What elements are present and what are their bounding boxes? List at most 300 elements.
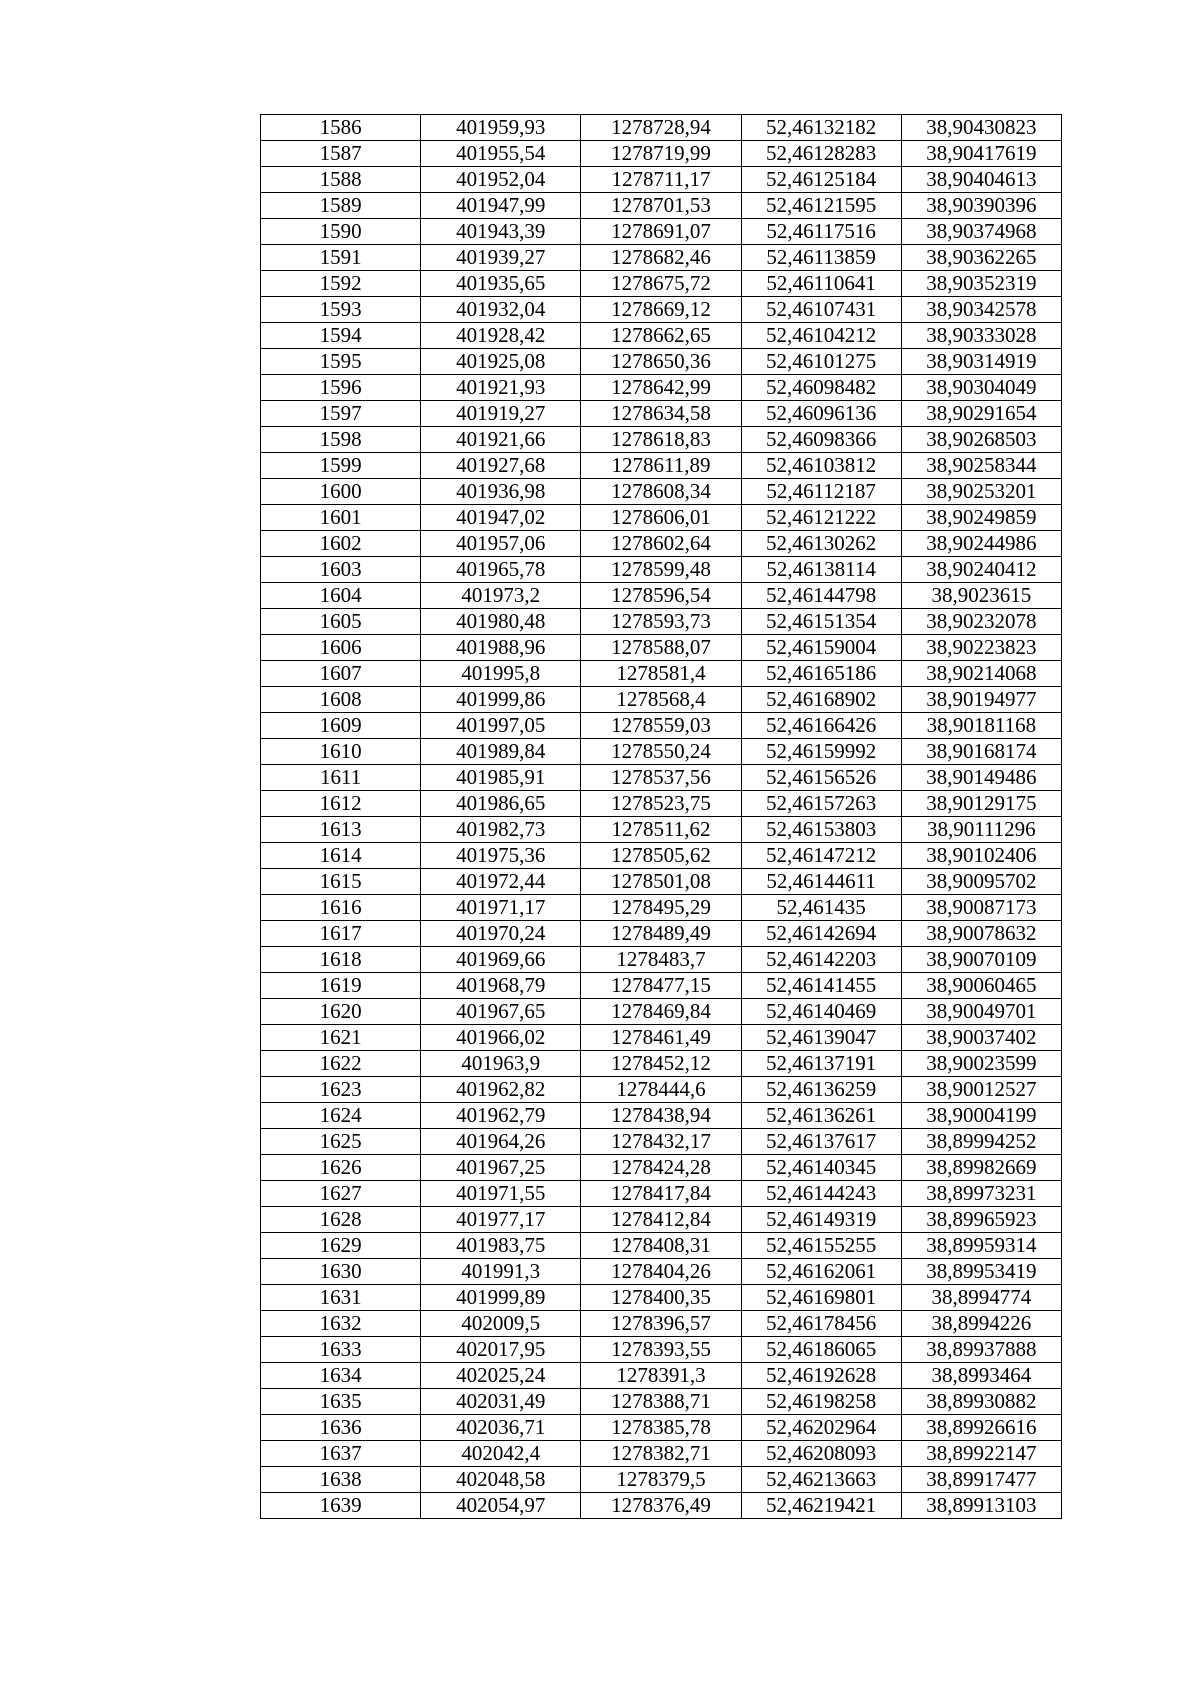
latitude-cell: 52,46147212 — [741, 843, 901, 869]
latitude-cell: 52,46169801 — [741, 1285, 901, 1311]
latitude-cell: 52,46144611 — [741, 869, 901, 895]
table-row — [261, 635, 1062, 661]
latitude-cell: 52,46155255 — [741, 1233, 901, 1259]
point-number-cell: 1601 — [261, 505, 421, 531]
x-coordinate-cell: 401985,91 — [421, 765, 581, 791]
table-row — [261, 349, 1062, 375]
longitude-cell: 38,90012527 — [901, 1077, 1061, 1103]
latitude-cell: 52,46117516 — [741, 219, 901, 245]
point-number-cell: 1586 — [261, 115, 421, 141]
table-row — [261, 1337, 1062, 1363]
longitude-cell: 38,89926616 — [901, 1415, 1061, 1441]
latitude-cell: 52,46098482 — [741, 375, 901, 401]
y-coordinate-cell: 1278382,71 — [581, 1441, 741, 1467]
point-number-cell: 1599 — [261, 453, 421, 479]
coordinates-table — [260, 114, 1062, 1519]
x-coordinate-cell: 402017,95 — [421, 1337, 581, 1363]
longitude-cell: 38,90223823 — [901, 635, 1061, 661]
x-coordinate-cell: 401986,65 — [421, 791, 581, 817]
table-row — [261, 1025, 1062, 1051]
y-coordinate-cell: 1278388,71 — [581, 1389, 741, 1415]
latitude-cell: 52,46107431 — [741, 297, 901, 323]
y-coordinate-cell: 1278599,48 — [581, 557, 741, 583]
y-coordinate-cell: 1278608,34 — [581, 479, 741, 505]
latitude-cell: 52,46130262 — [741, 531, 901, 557]
table-row — [261, 323, 1062, 349]
table-row — [261, 895, 1062, 921]
latitude-cell: 52,461435 — [741, 895, 901, 921]
table-row — [261, 193, 1062, 219]
longitude-cell: 38,90291654 — [901, 401, 1061, 427]
longitude-cell: 38,90417619 — [901, 141, 1061, 167]
table-row — [261, 843, 1062, 869]
point-number-cell: 1593 — [261, 297, 421, 323]
point-number-cell: 1638 — [261, 1467, 421, 1493]
point-number-cell: 1630 — [261, 1259, 421, 1285]
latitude-cell: 52,46157263 — [741, 791, 901, 817]
table-row — [261, 1181, 1062, 1207]
y-coordinate-cell: 1278432,17 — [581, 1129, 741, 1155]
point-number-cell: 1623 — [261, 1077, 421, 1103]
latitude-cell: 52,46101275 — [741, 349, 901, 375]
point-number-cell: 1624 — [261, 1103, 421, 1129]
longitude-cell: 38,89937888 — [901, 1337, 1061, 1363]
y-coordinate-cell: 1278385,78 — [581, 1415, 741, 1441]
x-coordinate-cell: 401972,44 — [421, 869, 581, 895]
y-coordinate-cell: 1278588,07 — [581, 635, 741, 661]
y-coordinate-cell: 1278400,35 — [581, 1285, 741, 1311]
longitude-cell: 38,8994774 — [901, 1285, 1061, 1311]
latitude-cell: 52,46128283 — [741, 141, 901, 167]
y-coordinate-cell: 1278550,24 — [581, 739, 741, 765]
x-coordinate-cell: 401927,68 — [421, 453, 581, 479]
point-number-cell: 1588 — [261, 167, 421, 193]
point-number-cell: 1616 — [261, 895, 421, 921]
x-coordinate-cell: 401947,99 — [421, 193, 581, 219]
x-coordinate-cell: 402036,71 — [421, 1415, 581, 1441]
table-row — [261, 1233, 1062, 1259]
x-coordinate-cell: 401999,86 — [421, 687, 581, 713]
table-row — [261, 557, 1062, 583]
latitude-cell: 52,46138114 — [741, 557, 901, 583]
point-number-cell: 1608 — [261, 687, 421, 713]
latitude-cell: 52,46136261 — [741, 1103, 901, 1129]
table-row — [261, 245, 1062, 271]
x-coordinate-cell: 401991,3 — [421, 1259, 581, 1285]
latitude-cell: 52,46159004 — [741, 635, 901, 661]
y-coordinate-cell: 1278728,94 — [581, 115, 741, 141]
longitude-cell: 38,90430823 — [901, 115, 1061, 141]
latitude-cell: 52,46186065 — [741, 1337, 901, 1363]
latitude-cell: 52,46165186 — [741, 661, 901, 687]
table-row — [261, 479, 1062, 505]
x-coordinate-cell: 401963,9 — [421, 1051, 581, 1077]
table-row — [261, 427, 1062, 453]
x-coordinate-cell: 402054,97 — [421, 1493, 581, 1519]
table-row — [261, 297, 1062, 323]
longitude-cell: 38,90102406 — [901, 843, 1061, 869]
longitude-cell: 38,90314919 — [901, 349, 1061, 375]
longitude-cell: 38,90168174 — [901, 739, 1061, 765]
point-number-cell: 1620 — [261, 999, 421, 1025]
point-number-cell: 1610 — [261, 739, 421, 765]
y-coordinate-cell: 1278505,62 — [581, 843, 741, 869]
point-number-cell: 1633 — [261, 1337, 421, 1363]
x-coordinate-cell: 401969,66 — [421, 947, 581, 973]
y-coordinate-cell: 1278606,01 — [581, 505, 741, 531]
point-number-cell: 1635 — [261, 1389, 421, 1415]
longitude-cell: 38,89959314 — [901, 1233, 1061, 1259]
longitude-cell: 38,89953419 — [901, 1259, 1061, 1285]
y-coordinate-cell: 1278396,57 — [581, 1311, 741, 1337]
table-row — [261, 1441, 1062, 1467]
point-number-cell: 1603 — [261, 557, 421, 583]
y-coordinate-cell: 1278568,4 — [581, 687, 741, 713]
longitude-cell: 38,89965923 — [901, 1207, 1061, 1233]
point-number-cell: 1596 — [261, 375, 421, 401]
latitude-cell: 52,46168902 — [741, 687, 901, 713]
longitude-cell: 38,90070109 — [901, 947, 1061, 973]
longitude-cell: 38,90078632 — [901, 921, 1061, 947]
latitude-cell: 52,46140469 — [741, 999, 901, 1025]
longitude-cell: 38,90129175 — [901, 791, 1061, 817]
y-coordinate-cell: 1278461,49 — [581, 1025, 741, 1051]
y-coordinate-cell: 1278701,53 — [581, 193, 741, 219]
point-number-cell: 1637 — [261, 1441, 421, 1467]
x-coordinate-cell: 401955,54 — [421, 141, 581, 167]
x-coordinate-cell: 401957,06 — [421, 531, 581, 557]
y-coordinate-cell: 1278682,46 — [581, 245, 741, 271]
table-row — [261, 661, 1062, 687]
table-row — [261, 1259, 1062, 1285]
longitude-cell: 38,89917477 — [901, 1467, 1061, 1493]
x-coordinate-cell: 401967,25 — [421, 1155, 581, 1181]
x-coordinate-cell: 401971,17 — [421, 895, 581, 921]
table-row — [261, 999, 1062, 1025]
latitude-cell: 52,46139047 — [741, 1025, 901, 1051]
x-coordinate-cell: 401997,05 — [421, 713, 581, 739]
longitude-cell: 38,90023599 — [901, 1051, 1061, 1077]
point-number-cell: 1639 — [261, 1493, 421, 1519]
point-number-cell: 1631 — [261, 1285, 421, 1311]
x-coordinate-cell: 401939,27 — [421, 245, 581, 271]
point-number-cell: 1634 — [261, 1363, 421, 1389]
y-coordinate-cell: 1278495,29 — [581, 895, 741, 921]
x-coordinate-cell: 401943,39 — [421, 219, 581, 245]
longitude-cell: 38,90352319 — [901, 271, 1061, 297]
x-coordinate-cell: 401935,65 — [421, 271, 581, 297]
x-coordinate-cell: 401962,79 — [421, 1103, 581, 1129]
latitude-cell: 52,46144798 — [741, 583, 901, 609]
table-row — [261, 817, 1062, 843]
latitude-cell: 52,46121222 — [741, 505, 901, 531]
point-number-cell: 1591 — [261, 245, 421, 271]
y-coordinate-cell: 1278501,08 — [581, 869, 741, 895]
y-coordinate-cell: 1278675,72 — [581, 271, 741, 297]
x-coordinate-cell: 401999,89 — [421, 1285, 581, 1311]
longitude-cell: 38,90404613 — [901, 167, 1061, 193]
table-row — [261, 1285, 1062, 1311]
y-coordinate-cell: 1278404,26 — [581, 1259, 741, 1285]
x-coordinate-cell: 401965,78 — [421, 557, 581, 583]
point-number-cell: 1613 — [261, 817, 421, 843]
point-number-cell: 1636 — [261, 1415, 421, 1441]
latitude-cell: 52,46121595 — [741, 193, 901, 219]
latitude-cell: 52,46136259 — [741, 1077, 901, 1103]
longitude-cell: 38,90304049 — [901, 375, 1061, 401]
latitude-cell: 52,46141455 — [741, 973, 901, 999]
latitude-cell: 52,46137617 — [741, 1129, 901, 1155]
y-coordinate-cell: 1278379,5 — [581, 1467, 741, 1493]
longitude-cell: 38,8993464 — [901, 1363, 1061, 1389]
y-coordinate-cell: 1278559,03 — [581, 713, 741, 739]
point-number-cell: 1606 — [261, 635, 421, 661]
table-row — [261, 583, 1062, 609]
latitude-cell: 52,46132182 — [741, 115, 901, 141]
longitude-cell: 38,90342578 — [901, 297, 1061, 323]
y-coordinate-cell: 1278483,7 — [581, 947, 741, 973]
point-number-cell: 1600 — [261, 479, 421, 505]
point-number-cell: 1628 — [261, 1207, 421, 1233]
x-coordinate-cell: 401973,2 — [421, 583, 581, 609]
longitude-cell: 38,90232078 — [901, 609, 1061, 635]
table-row — [261, 687, 1062, 713]
point-number-cell: 1617 — [261, 921, 421, 947]
y-coordinate-cell: 1278417,84 — [581, 1181, 741, 1207]
y-coordinate-cell: 1278691,07 — [581, 219, 741, 245]
longitude-cell: 38,90268503 — [901, 427, 1061, 453]
latitude-cell: 52,46096136 — [741, 401, 901, 427]
longitude-cell: 38,89930882 — [901, 1389, 1061, 1415]
table-row — [261, 1467, 1062, 1493]
x-coordinate-cell: 401968,79 — [421, 973, 581, 999]
latitude-cell: 52,46103812 — [741, 453, 901, 479]
point-number-cell: 1605 — [261, 609, 421, 635]
table-row — [261, 505, 1062, 531]
latitude-cell: 52,46219421 — [741, 1493, 901, 1519]
longitude-cell: 38,90249859 — [901, 505, 1061, 531]
table-row — [261, 1155, 1062, 1181]
latitude-cell: 52,46144243 — [741, 1181, 901, 1207]
longitude-cell: 38,89973231 — [901, 1181, 1061, 1207]
x-coordinate-cell: 401980,48 — [421, 609, 581, 635]
y-coordinate-cell: 1278444,6 — [581, 1077, 741, 1103]
longitude-cell: 38,90087173 — [901, 895, 1061, 921]
point-number-cell: 1625 — [261, 1129, 421, 1155]
y-coordinate-cell: 1278424,28 — [581, 1155, 741, 1181]
y-coordinate-cell: 1278596,54 — [581, 583, 741, 609]
longitude-cell: 38,90194977 — [901, 687, 1061, 713]
longitude-cell: 38,90333028 — [901, 323, 1061, 349]
x-coordinate-cell: 401921,66 — [421, 427, 581, 453]
latitude-cell: 52,46104212 — [741, 323, 901, 349]
y-coordinate-cell: 1278719,99 — [581, 141, 741, 167]
point-number-cell: 1629 — [261, 1233, 421, 1259]
point-number-cell: 1632 — [261, 1311, 421, 1337]
longitude-cell: 38,89994252 — [901, 1129, 1061, 1155]
y-coordinate-cell: 1278391,3 — [581, 1363, 741, 1389]
table-row — [261, 1311, 1062, 1337]
point-number-cell: 1590 — [261, 219, 421, 245]
y-coordinate-cell: 1278523,75 — [581, 791, 741, 817]
point-number-cell: 1626 — [261, 1155, 421, 1181]
table-row — [261, 1389, 1062, 1415]
table-row — [261, 713, 1062, 739]
y-coordinate-cell: 1278611,89 — [581, 453, 741, 479]
x-coordinate-cell: 401952,04 — [421, 167, 581, 193]
longitude-cell: 38,90181168 — [901, 713, 1061, 739]
table-row — [261, 791, 1062, 817]
y-coordinate-cell: 1278408,31 — [581, 1233, 741, 1259]
latitude-cell: 52,46198258 — [741, 1389, 901, 1415]
table-row — [261, 765, 1062, 791]
longitude-cell: 38,90240412 — [901, 557, 1061, 583]
x-coordinate-cell: 401962,82 — [421, 1077, 581, 1103]
longitude-cell: 38,90149486 — [901, 765, 1061, 791]
longitude-cell: 38,89982669 — [901, 1155, 1061, 1181]
point-number-cell: 1609 — [261, 713, 421, 739]
x-coordinate-cell: 402042,4 — [421, 1441, 581, 1467]
longitude-cell: 38,90390396 — [901, 193, 1061, 219]
latitude-cell: 52,46153803 — [741, 817, 901, 843]
x-coordinate-cell: 402048,58 — [421, 1467, 581, 1493]
longitude-cell: 38,90362265 — [901, 245, 1061, 271]
longitude-cell: 38,9023615 — [901, 583, 1061, 609]
latitude-cell: 52,46137191 — [741, 1051, 901, 1077]
y-coordinate-cell: 1278602,64 — [581, 531, 741, 557]
x-coordinate-cell: 401964,26 — [421, 1129, 581, 1155]
latitude-cell: 52,46149319 — [741, 1207, 901, 1233]
table-row — [261, 947, 1062, 973]
longitude-cell: 38,90253201 — [901, 479, 1061, 505]
point-number-cell: 1614 — [261, 843, 421, 869]
y-coordinate-cell: 1278650,36 — [581, 349, 741, 375]
latitude-cell: 52,46166426 — [741, 713, 901, 739]
table-row — [261, 1051, 1062, 1077]
point-number-cell: 1595 — [261, 349, 421, 375]
longitude-cell: 38,90037402 — [901, 1025, 1061, 1051]
point-number-cell: 1621 — [261, 1025, 421, 1051]
x-coordinate-cell: 401919,27 — [421, 401, 581, 427]
point-number-cell: 1604 — [261, 583, 421, 609]
latitude-cell: 52,46142694 — [741, 921, 901, 947]
x-coordinate-cell: 401966,02 — [421, 1025, 581, 1051]
x-coordinate-cell: 401932,04 — [421, 297, 581, 323]
y-coordinate-cell: 1278469,84 — [581, 999, 741, 1025]
longitude-cell: 38,90244986 — [901, 531, 1061, 557]
y-coordinate-cell: 1278669,12 — [581, 297, 741, 323]
y-coordinate-cell: 1278537,56 — [581, 765, 741, 791]
x-coordinate-cell: 401925,08 — [421, 349, 581, 375]
table-row — [261, 921, 1062, 947]
longitude-cell: 38,90374968 — [901, 219, 1061, 245]
x-coordinate-cell: 401977,17 — [421, 1207, 581, 1233]
table-row — [261, 973, 1062, 999]
y-coordinate-cell: 1278618,83 — [581, 427, 741, 453]
latitude-cell: 52,46178456 — [741, 1311, 901, 1337]
y-coordinate-cell: 1278593,73 — [581, 609, 741, 635]
x-coordinate-cell: 401995,8 — [421, 661, 581, 687]
latitude-cell: 52,46125184 — [741, 167, 901, 193]
table-row — [261, 115, 1062, 141]
table-row — [261, 401, 1062, 427]
point-number-cell: 1587 — [261, 141, 421, 167]
table-row — [261, 531, 1062, 557]
y-coordinate-cell: 1278634,58 — [581, 401, 741, 427]
point-number-cell: 1627 — [261, 1181, 421, 1207]
point-number-cell: 1619 — [261, 973, 421, 999]
table-row — [261, 1415, 1062, 1441]
table-row — [261, 739, 1062, 765]
longitude-cell: 38,8994226 — [901, 1311, 1061, 1337]
longitude-cell: 38,89922147 — [901, 1441, 1061, 1467]
x-coordinate-cell: 402009,5 — [421, 1311, 581, 1337]
x-coordinate-cell: 402025,24 — [421, 1363, 581, 1389]
latitude-cell: 52,46162061 — [741, 1259, 901, 1285]
latitude-cell: 52,46110641 — [741, 271, 901, 297]
table-row — [261, 1493, 1062, 1519]
x-coordinate-cell: 401947,02 — [421, 505, 581, 531]
point-number-cell: 1607 — [261, 661, 421, 687]
table-row — [261, 1103, 1062, 1129]
x-coordinate-cell: 401959,93 — [421, 115, 581, 141]
y-coordinate-cell: 1278581,4 — [581, 661, 741, 687]
table-row — [261, 271, 1062, 297]
table-row — [261, 167, 1062, 193]
latitude-cell: 52,46159992 — [741, 739, 901, 765]
point-number-cell: 1597 — [261, 401, 421, 427]
coordinates-table-body — [261, 115, 1062, 1519]
latitude-cell: 52,46140345 — [741, 1155, 901, 1181]
x-coordinate-cell: 401975,36 — [421, 843, 581, 869]
longitude-cell: 38,90004199 — [901, 1103, 1061, 1129]
y-coordinate-cell: 1278376,49 — [581, 1493, 741, 1519]
longitude-cell: 38,90049701 — [901, 999, 1061, 1025]
longitude-cell: 38,90111296 — [901, 817, 1061, 843]
x-coordinate-cell: 401936,98 — [421, 479, 581, 505]
x-coordinate-cell: 401928,42 — [421, 323, 581, 349]
y-coordinate-cell: 1278511,62 — [581, 817, 741, 843]
point-number-cell: 1611 — [261, 765, 421, 791]
y-coordinate-cell: 1278393,55 — [581, 1337, 741, 1363]
x-coordinate-cell: 401988,96 — [421, 635, 581, 661]
y-coordinate-cell: 1278438,94 — [581, 1103, 741, 1129]
y-coordinate-cell: 1278452,12 — [581, 1051, 741, 1077]
latitude-cell: 52,46156526 — [741, 765, 901, 791]
y-coordinate-cell: 1278412,84 — [581, 1207, 741, 1233]
longitude-cell: 38,90214068 — [901, 661, 1061, 687]
point-number-cell: 1615 — [261, 869, 421, 895]
x-coordinate-cell: 401989,84 — [421, 739, 581, 765]
point-number-cell: 1594 — [261, 323, 421, 349]
x-coordinate-cell: 401983,75 — [421, 1233, 581, 1259]
latitude-cell: 52,46142203 — [741, 947, 901, 973]
table-row — [261, 609, 1062, 635]
point-number-cell: 1618 — [261, 947, 421, 973]
latitude-cell: 52,46151354 — [741, 609, 901, 635]
latitude-cell: 52,46112187 — [741, 479, 901, 505]
table-row — [261, 219, 1062, 245]
longitude-cell: 38,90258344 — [901, 453, 1061, 479]
latitude-cell: 52,46192628 — [741, 1363, 901, 1389]
latitude-cell: 52,46208093 — [741, 1441, 901, 1467]
table-row — [261, 375, 1062, 401]
x-coordinate-cell: 402031,49 — [421, 1389, 581, 1415]
point-number-cell: 1598 — [261, 427, 421, 453]
latitude-cell: 52,46098366 — [741, 427, 901, 453]
point-number-cell: 1589 — [261, 193, 421, 219]
y-coordinate-cell: 1278489,49 — [581, 921, 741, 947]
